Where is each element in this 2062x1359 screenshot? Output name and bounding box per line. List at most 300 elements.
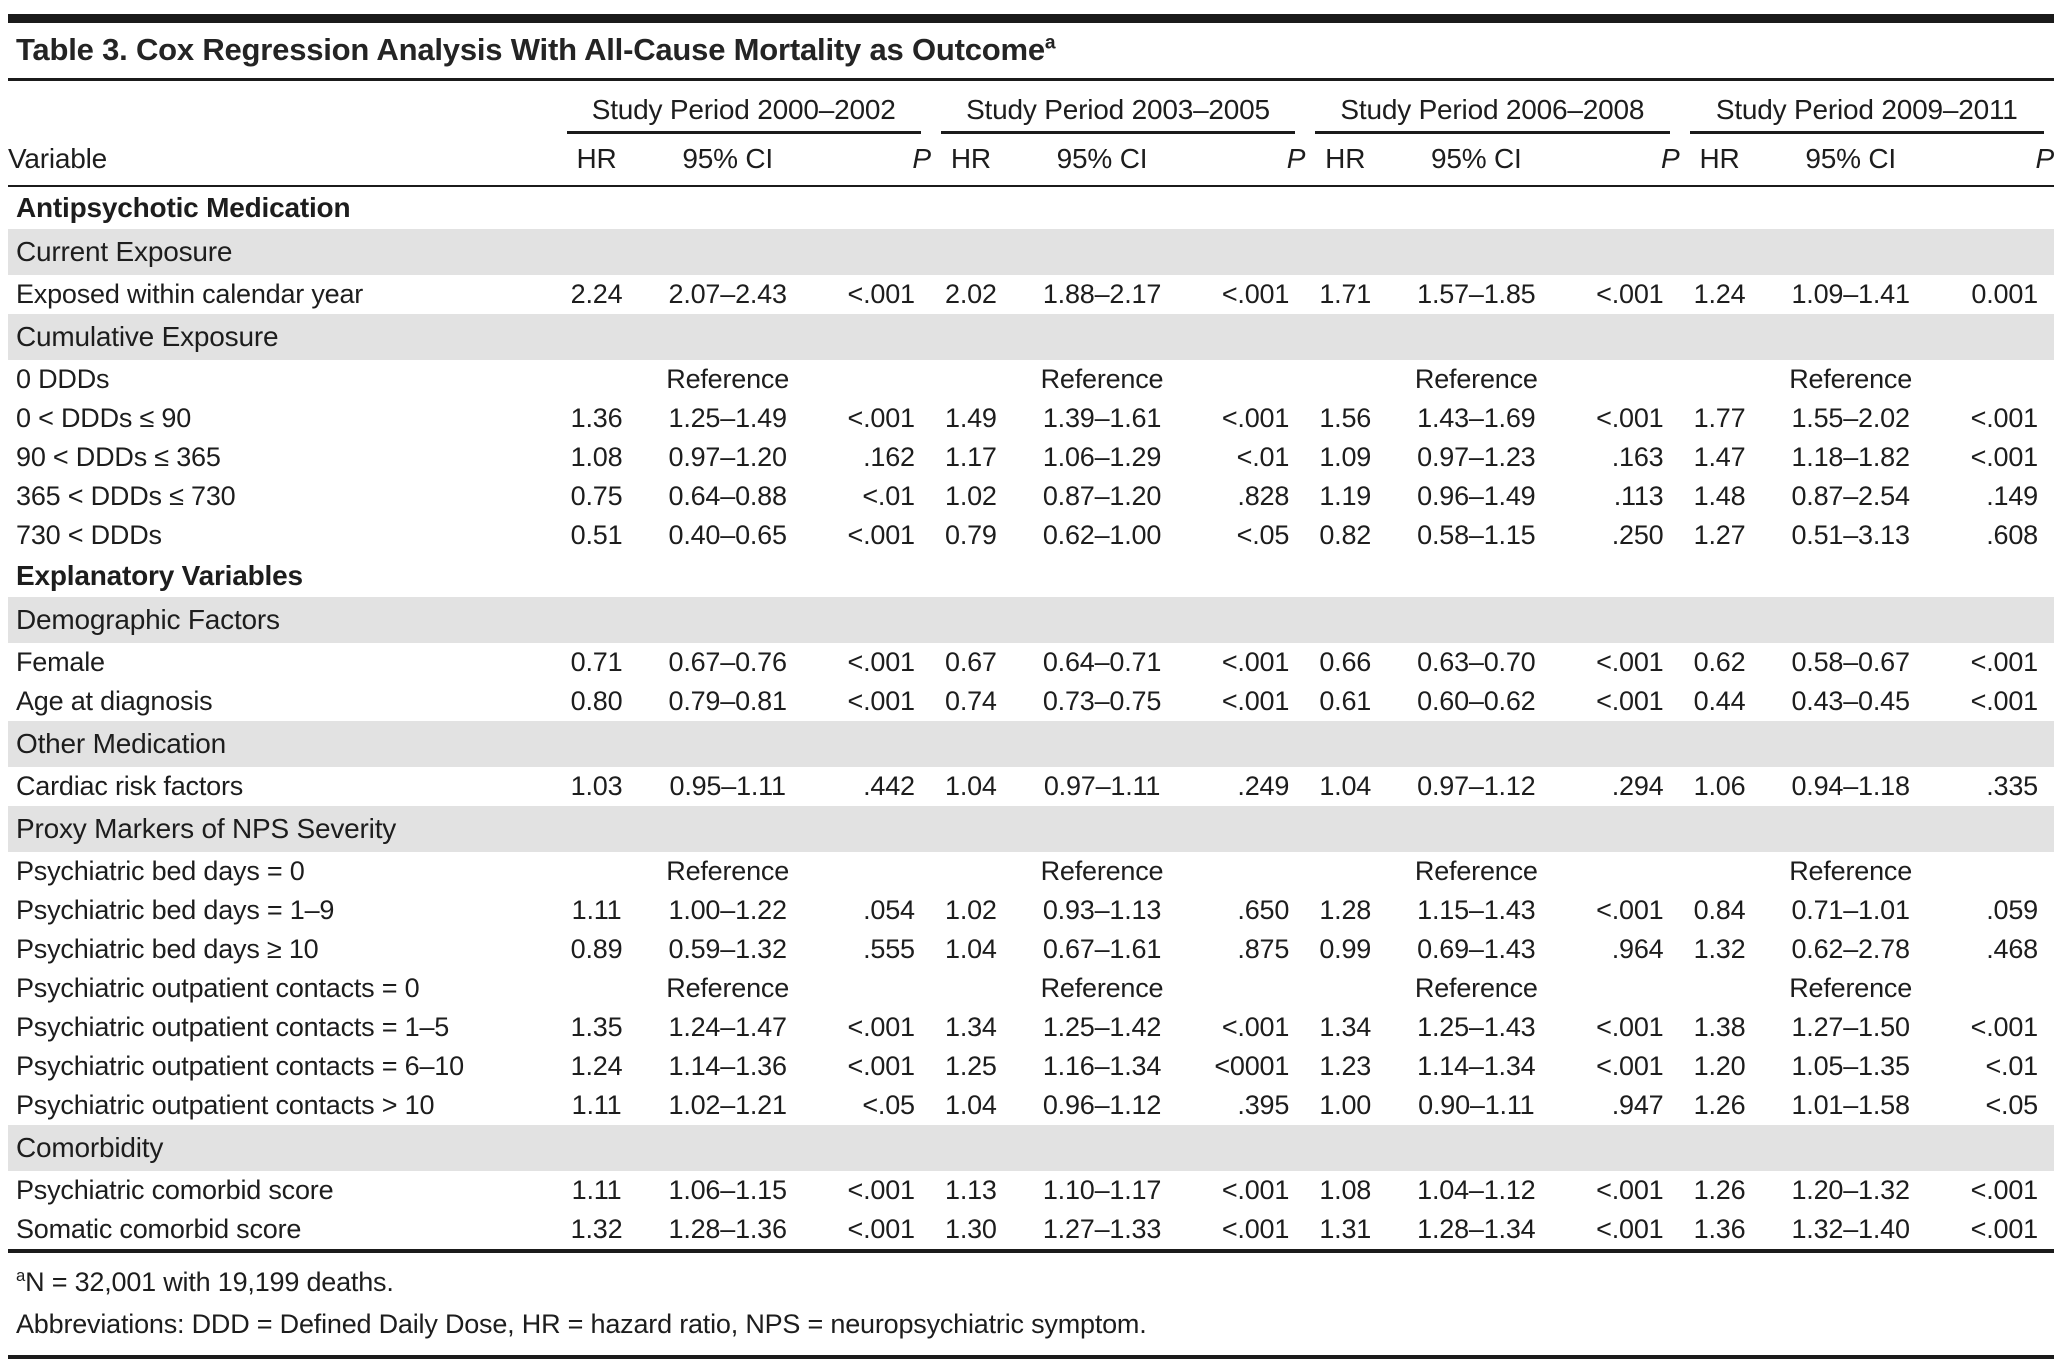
table-row bbox=[8, 1047, 2054, 1086]
p-value: .294 bbox=[1611, 771, 1664, 801]
footnote-marker: a bbox=[16, 1266, 26, 1285]
ci-value: 1.25–1.42 bbox=[1042, 1012, 1162, 1042]
ci-value: 0.87–1.20 bbox=[1042, 481, 1162, 511]
hr-column-header: HR bbox=[931, 134, 1011, 186]
hr-value: 1.11 bbox=[571, 1175, 622, 1205]
variable-column-header: Variable bbox=[8, 134, 557, 186]
ci-value: 0.95–1.11 bbox=[669, 771, 786, 801]
p-value: <.001 bbox=[847, 1012, 915, 1042]
ci-value: 0.94–1.18 bbox=[1791, 771, 1910, 801]
ci-value: 0.71–1.01 bbox=[1791, 895, 1910, 925]
ci-value: Reference bbox=[666, 973, 790, 1003]
row-label: Other Medication bbox=[8, 721, 2054, 767]
ci-value: 0.58–0.67 bbox=[1791, 647, 1910, 677]
p-value: .059 bbox=[1986, 895, 2038, 925]
p-column-header: P bbox=[1193, 134, 1305, 186]
table-row bbox=[8, 438, 2054, 477]
p-value: .162 bbox=[863, 442, 915, 472]
footnotes bbox=[8, 1253, 2054, 1349]
p-value: <.001 bbox=[1221, 403, 1290, 433]
p-value: <.001 bbox=[847, 520, 915, 550]
hr-value: 0.67 bbox=[945, 647, 997, 677]
ci-value: 0.97–1.23 bbox=[1417, 442, 1536, 472]
hr-value bbox=[557, 360, 637, 399]
p-value: <.001 bbox=[1970, 647, 2038, 677]
hr-value: 1.56 bbox=[1319, 403, 1372, 433]
ci-value: 0.62–2.78 bbox=[1791, 934, 1910, 964]
hr-value: 1.04 bbox=[945, 771, 997, 801]
p-column-header: P bbox=[819, 134, 931, 186]
row-label: Cardiac risk factors bbox=[16, 771, 244, 801]
row-label: Antipsychotic Medication bbox=[16, 192, 351, 223]
p-value: <.001 bbox=[1221, 1175, 1290, 1205]
ci-value: Reference bbox=[666, 856, 790, 886]
hr-value: 1.20 bbox=[1693, 1051, 1746, 1081]
p-value: <.001 bbox=[847, 1051, 915, 1081]
hr-value: 2.24 bbox=[570, 279, 623, 309]
table-row bbox=[8, 399, 2054, 438]
period-group-header bbox=[557, 81, 931, 134]
table-row bbox=[8, 1086, 2054, 1125]
p-value: <.001 bbox=[1970, 686, 2038, 716]
subsection-row bbox=[8, 229, 2054, 275]
ci-value: 1.88–2.17 bbox=[1042, 279, 1162, 309]
ci-value: 0.60–0.62 bbox=[1417, 686, 1536, 716]
ci-value: 1.14–1.36 bbox=[668, 1051, 787, 1081]
table-row bbox=[8, 1171, 2054, 1210]
row-label: Psychiatric comorbid score bbox=[16, 1175, 334, 1205]
p-value: <.001 bbox=[1596, 1214, 1664, 1244]
p-value bbox=[1193, 360, 1305, 399]
hr-value: 1.24 bbox=[570, 1051, 623, 1081]
ci-value: 1.15–1.43 bbox=[1417, 895, 1536, 925]
p-value bbox=[1193, 852, 1305, 891]
spacer-cell bbox=[8, 81, 557, 134]
ci-value: 1.01–1.58 bbox=[1791, 1090, 1910, 1120]
hr-value bbox=[1305, 360, 1385, 399]
ci-value: 0.67–0.76 bbox=[668, 647, 787, 677]
row-label: Proxy Markers of NPS Severity bbox=[8, 806, 2054, 852]
p-value: .163 bbox=[1611, 442, 1664, 472]
table-row bbox=[8, 767, 2054, 806]
ci-value: 0.69–1.43 bbox=[1417, 934, 1536, 964]
subsection-row bbox=[8, 806, 2054, 852]
row-label: Demographic Factors bbox=[8, 597, 2054, 643]
ci-value: 1.27–1.33 bbox=[1042, 1214, 1162, 1244]
table-title-text: Table 3. Cox Regression Analysis With All-Cause Mortality as Outcome bbox=[16, 32, 1045, 67]
p-value: .054 bbox=[863, 895, 915, 925]
p-value: <.001 bbox=[1596, 279, 1664, 309]
p-value: <.001 bbox=[1970, 442, 2038, 472]
hr-value bbox=[1305, 969, 1385, 1008]
hr-value: 1.34 bbox=[1319, 1012, 1372, 1042]
row-label: 365 < DDDs ≤ 730 bbox=[16, 481, 236, 511]
p-value: .468 bbox=[1986, 934, 2038, 964]
ci-value: 1.09–1.41 bbox=[1791, 279, 1910, 309]
p-value: <.001 bbox=[847, 1175, 915, 1205]
p-value: <.001 bbox=[847, 686, 915, 716]
hr-value: 0.80 bbox=[570, 686, 623, 716]
column-header-row bbox=[8, 134, 2054, 186]
p-value: .555 bbox=[863, 934, 915, 964]
p-column-header: P bbox=[1567, 134, 1679, 186]
hr-value: 1.26 bbox=[1693, 1175, 1746, 1205]
p-value: <.001 bbox=[1596, 1175, 1664, 1205]
ci-value: 0.62–1.00 bbox=[1042, 520, 1162, 550]
ci-value: 1.06–1.15 bbox=[668, 1175, 787, 1205]
table-row bbox=[8, 643, 2054, 682]
hr-value: 0.71 bbox=[570, 647, 623, 677]
p-value: .650 bbox=[1237, 895, 1290, 925]
hr-column-header: HR bbox=[1680, 134, 1760, 186]
ci-value: Reference bbox=[1789, 973, 1913, 1003]
p-value: .964 bbox=[1611, 934, 1664, 964]
p-value: <.001 bbox=[847, 279, 915, 309]
table-row bbox=[8, 360, 2054, 399]
ci-value: 0.73–0.75 bbox=[1042, 686, 1162, 716]
row-label: 0 < DDDs ≤ 90 bbox=[16, 403, 192, 433]
hr-value: 1.38 bbox=[1693, 1012, 1746, 1042]
p-value: .947 bbox=[1611, 1090, 1664, 1120]
ci-value: Reference bbox=[1040, 856, 1164, 886]
row-label: Cumulative Exposure bbox=[8, 314, 2054, 360]
hr-value: 1.19 bbox=[1319, 481, 1372, 511]
p-value: <.01 bbox=[1985, 1051, 2038, 1081]
hr-value: 1.71 bbox=[1319, 279, 1372, 309]
ci-value: 1.28–1.34 bbox=[1417, 1214, 1536, 1244]
hr-value: 1.08 bbox=[1319, 1175, 1372, 1205]
subsection-row bbox=[8, 721, 2054, 767]
hr-value: 1.23 bbox=[1319, 1051, 1372, 1081]
hr-value: 0.44 bbox=[1693, 686, 1746, 716]
table-row bbox=[8, 1210, 2054, 1249]
ci-value: 1.10–1.17 bbox=[1042, 1175, 1162, 1205]
hr-value: 0.89 bbox=[570, 934, 623, 964]
hr-column-header: HR bbox=[1305, 134, 1385, 186]
ci-value: 1.57–1.85 bbox=[1417, 279, 1536, 309]
row-label: Age at diagnosis bbox=[16, 686, 213, 716]
ci-value: 0.96–1.12 bbox=[1042, 1090, 1162, 1120]
hr-value: 1.24 bbox=[1693, 279, 1746, 309]
row-label: 0 DDDs bbox=[16, 364, 110, 394]
hr-value: 1.06 bbox=[1693, 771, 1746, 801]
row-label: Psychiatric outpatient contacts = 1–5 bbox=[16, 1012, 450, 1042]
ci-value: 1.05–1.35 bbox=[1791, 1051, 1910, 1081]
row-label: Psychiatric bed days = 0 bbox=[16, 856, 305, 886]
hr-value: 0.66 bbox=[1319, 647, 1372, 677]
p-value: <.001 bbox=[1970, 1175, 2038, 1205]
hr-value bbox=[557, 852, 637, 891]
table-row bbox=[8, 477, 2054, 516]
period-group-label: Study Period 2000–2002 bbox=[567, 81, 921, 134]
hr-value: 2.02 bbox=[945, 279, 997, 309]
table-row bbox=[8, 930, 2054, 969]
table-row bbox=[8, 1008, 2054, 1047]
hr-value: 1.31 bbox=[1319, 1214, 1372, 1244]
sample-size-footnote bbox=[16, 1261, 2050, 1303]
hr-value: 1.11 bbox=[571, 1090, 622, 1120]
hr-value: 1.04 bbox=[945, 1090, 997, 1120]
p-value: <.001 bbox=[1221, 1012, 1290, 1042]
hr-value bbox=[1680, 852, 1760, 891]
hr-value bbox=[1680, 360, 1760, 399]
p-value: <.001 bbox=[1596, 647, 1664, 677]
hr-value: 0.84 bbox=[1693, 895, 1746, 925]
ci-value: 0.64–0.88 bbox=[668, 481, 787, 511]
ci-value: Reference bbox=[1040, 364, 1164, 394]
p-value bbox=[1942, 360, 2054, 399]
p-value bbox=[1567, 969, 1679, 1008]
hr-value: 1.47 bbox=[1693, 442, 1746, 472]
ci-value: 0.93–1.13 bbox=[1042, 895, 1162, 925]
hr-value bbox=[931, 852, 1011, 891]
ci-value: 1.00–1.22 bbox=[668, 895, 787, 925]
hr-value: 1.09 bbox=[1319, 442, 1372, 472]
ci-value: 0.58–1.15 bbox=[1417, 520, 1536, 550]
p-value: .113 bbox=[1613, 481, 1664, 511]
p-value bbox=[1942, 969, 2054, 1008]
hr-value: 0.82 bbox=[1319, 520, 1372, 550]
ci-value: 1.20–1.32 bbox=[1791, 1175, 1910, 1205]
table-row bbox=[8, 516, 2054, 555]
row-label: 730 < DDDs bbox=[16, 520, 162, 550]
ci-value: 1.28–1.36 bbox=[668, 1214, 787, 1244]
bottom-rule bbox=[8, 1355, 2054, 1359]
row-label: Somatic comorbid score bbox=[16, 1214, 302, 1244]
hr-value: 0.79 bbox=[945, 520, 997, 550]
p-value: .608 bbox=[1986, 520, 2038, 550]
hr-value bbox=[931, 360, 1011, 399]
hr-value: 1.02 bbox=[945, 895, 997, 925]
ci-value: 2.07–2.43 bbox=[668, 279, 787, 309]
p-value: <.001 bbox=[1970, 403, 2038, 433]
hr-value: 1.36 bbox=[570, 403, 623, 433]
period-group-header bbox=[1305, 81, 1679, 134]
period-group-header bbox=[1680, 81, 2055, 134]
hr-value: 1.17 bbox=[945, 442, 997, 472]
hr-value: 1.49 bbox=[945, 403, 997, 433]
subsection-row bbox=[8, 597, 2054, 643]
top-heavy-rule bbox=[8, 14, 2054, 23]
ci-value: 1.06–1.29 bbox=[1042, 442, 1162, 472]
hr-value: 1.32 bbox=[570, 1214, 623, 1244]
ci-value: 0.97–1.11 bbox=[1043, 771, 1161, 801]
p-value: <.001 bbox=[847, 647, 915, 677]
ci-value: Reference bbox=[1789, 364, 1913, 394]
ci-value: 0.96–1.49 bbox=[1417, 481, 1536, 511]
table-row bbox=[8, 682, 2054, 721]
hr-value: 1.26 bbox=[1693, 1090, 1746, 1120]
hr-value: 1.30 bbox=[945, 1214, 997, 1244]
ci-value: 0.63–0.70 bbox=[1417, 647, 1536, 677]
p-value: <.001 bbox=[1970, 1012, 2038, 1042]
ci-value: 0.67–1.61 bbox=[1042, 934, 1162, 964]
p-value: 0.001 bbox=[1971, 279, 2038, 309]
hr-value: 1.00 bbox=[1319, 1090, 1372, 1120]
row-label: Current Exposure bbox=[8, 229, 2054, 275]
hr-value: 1.36 bbox=[1693, 1214, 1746, 1244]
p-value: <.001 bbox=[1596, 403, 1664, 433]
hr-value: 1.08 bbox=[570, 442, 623, 472]
row-label: Psychiatric outpatient contacts > 10 bbox=[16, 1090, 435, 1120]
hr-value: 1.04 bbox=[1319, 771, 1372, 801]
p-value: .395 bbox=[1237, 1090, 1290, 1120]
ci-value: 1.02–1.21 bbox=[668, 1090, 787, 1120]
p-value: <.001 bbox=[1596, 686, 1664, 716]
period-group-label: Study Period 2003–2005 bbox=[941, 81, 1295, 134]
ci-value: 1.25–1.43 bbox=[1417, 1012, 1536, 1042]
p-value: .828 bbox=[1237, 481, 1290, 511]
hr-value: 1.02 bbox=[945, 481, 997, 511]
hr-value: 0.99 bbox=[1319, 934, 1372, 964]
p-value: <.01 bbox=[1236, 442, 1290, 472]
row-label: Psychiatric bed days = 1–9 bbox=[16, 895, 335, 925]
row-label: Exposed within calendar year bbox=[16, 279, 364, 309]
p-value: <.001 bbox=[1221, 1214, 1290, 1244]
p-value bbox=[819, 852, 931, 891]
sample-size-footnote-text: N = 32,001 with 19,199 deaths. bbox=[25, 1267, 394, 1297]
table-row bbox=[8, 852, 2054, 891]
ci-value: 1.55–2.02 bbox=[1791, 403, 1910, 433]
row-label: Psychiatric outpatient contacts = 6–10 bbox=[16, 1051, 464, 1081]
p-value: <.001 bbox=[1596, 895, 1664, 925]
row-label: Psychiatric outpatient contacts = 0 bbox=[16, 973, 420, 1003]
period-group-header bbox=[931, 81, 1305, 134]
ci-value: 0.97–1.20 bbox=[668, 442, 787, 472]
p-value bbox=[819, 360, 931, 399]
ci-column-header: 95% CI bbox=[1011, 134, 1193, 186]
hr-value: 1.03 bbox=[570, 771, 623, 801]
p-value: <.001 bbox=[1221, 279, 1290, 309]
ci-value: 0.90–1.11 bbox=[1418, 1090, 1535, 1120]
p-value: .335 bbox=[1986, 771, 2038, 801]
p-value: <.001 bbox=[1970, 1214, 2038, 1244]
p-value: <.001 bbox=[847, 403, 915, 433]
hr-value bbox=[931, 969, 1011, 1008]
ci-value: 1.27–1.50 bbox=[1791, 1012, 1910, 1042]
p-value: <.05 bbox=[862, 1090, 915, 1120]
hr-value: 1.28 bbox=[1319, 895, 1372, 925]
ci-column-header: 95% CI bbox=[637, 134, 819, 186]
ci-value: 1.39–1.61 bbox=[1042, 403, 1162, 433]
p-value: <0001 bbox=[1214, 1051, 1290, 1081]
ci-column-header: 95% CI bbox=[1760, 134, 1942, 186]
hr-value: 1.27 bbox=[1693, 520, 1746, 550]
cox-regression-table bbox=[8, 81, 2054, 1249]
p-value bbox=[1567, 852, 1679, 891]
hr-value: 1.11 bbox=[571, 895, 622, 925]
period-group-label: Study Period 2006–2008 bbox=[1315, 81, 1669, 134]
hr-value: 1.04 bbox=[945, 934, 997, 964]
p-value: <.001 bbox=[847, 1214, 915, 1244]
row-label: Psychiatric bed days ≥ 10 bbox=[16, 934, 319, 964]
ci-value: 1.04–1.12 bbox=[1417, 1175, 1536, 1205]
row-label: Comorbidity bbox=[8, 1125, 2054, 1171]
p-value: <.01 bbox=[862, 481, 915, 511]
hr-value: 0.75 bbox=[570, 481, 623, 511]
p-value: <.001 bbox=[1221, 686, 1290, 716]
ci-value: 0.79–0.81 bbox=[668, 686, 787, 716]
hr-value: 0.61 bbox=[1319, 686, 1372, 716]
ci-value: Reference bbox=[1040, 973, 1164, 1003]
ci-value: 0.51–3.13 bbox=[1791, 520, 1910, 550]
ci-value: 0.40–0.65 bbox=[668, 520, 787, 550]
ci-value: 0.59–1.32 bbox=[668, 934, 787, 964]
hr-value: 1.32 bbox=[1693, 934, 1746, 964]
hr-value: 1.34 bbox=[945, 1012, 997, 1042]
p-value bbox=[819, 969, 931, 1008]
ci-value: Reference bbox=[1414, 364, 1538, 394]
ci-value: Reference bbox=[1789, 856, 1913, 886]
section-row bbox=[8, 186, 2054, 229]
ci-value: 1.24–1.47 bbox=[668, 1012, 787, 1042]
section-row bbox=[8, 555, 2054, 597]
row-label: Explanatory Variables bbox=[16, 560, 303, 591]
hr-value: 0.74 bbox=[945, 686, 997, 716]
p-column-header: P bbox=[1942, 134, 2054, 186]
ci-value: 1.43–1.69 bbox=[1417, 403, 1536, 433]
row-label: Female bbox=[16, 647, 105, 677]
hr-value: 0.51 bbox=[570, 520, 623, 550]
abbreviations-footnote: Abbreviations: DDD = Defined Daily Dose, HR = hazard ratio, NPS = neuropsychiatric symptom. bbox=[16, 1309, 1147, 1339]
p-value: .250 bbox=[1611, 520, 1664, 550]
hr-value bbox=[1305, 852, 1385, 891]
subsection-row bbox=[8, 314, 2054, 360]
ci-value: 0.87–2.54 bbox=[1791, 481, 1910, 511]
p-value: <.05 bbox=[1985, 1090, 2038, 1120]
hr-value bbox=[1680, 969, 1760, 1008]
table-title-footnote-marker: a bbox=[1044, 32, 1056, 54]
hr-value: 1.48 bbox=[1693, 481, 1746, 511]
ci-value: 1.16–1.34 bbox=[1042, 1051, 1162, 1081]
ci-value: 1.25–1.49 bbox=[668, 403, 787, 433]
hr-value: 0.62 bbox=[1693, 647, 1746, 677]
ci-value: 0.64–0.71 bbox=[1042, 647, 1162, 677]
hr-column-header: HR bbox=[557, 134, 637, 186]
table-title bbox=[8, 23, 2054, 78]
ci-value: 1.32–1.40 bbox=[1791, 1214, 1910, 1244]
period-group-header-row bbox=[8, 81, 2054, 134]
subsection-row bbox=[8, 1125, 2054, 1171]
hr-value: 1.13 bbox=[945, 1175, 997, 1205]
p-value: .249 bbox=[1237, 771, 1290, 801]
ci-column-header: 95% CI bbox=[1385, 134, 1567, 186]
p-value: <.001 bbox=[1221, 647, 1290, 677]
ci-value: 0.43–0.45 bbox=[1791, 686, 1910, 716]
p-value: .442 bbox=[863, 771, 915, 801]
table-body bbox=[8, 186, 2054, 1249]
p-value bbox=[1193, 969, 1305, 1008]
ci-value: Reference bbox=[666, 364, 790, 394]
p-value: <.001 bbox=[1596, 1051, 1664, 1081]
hr-value: 1.25 bbox=[945, 1051, 997, 1081]
hr-value: 1.35 bbox=[570, 1012, 623, 1042]
p-value bbox=[1567, 360, 1679, 399]
table-row bbox=[8, 891, 2054, 930]
table-row bbox=[8, 275, 2054, 314]
ci-value: Reference bbox=[1414, 973, 1538, 1003]
table-row bbox=[8, 969, 2054, 1008]
ci-value: 1.14–1.34 bbox=[1417, 1051, 1536, 1081]
p-value bbox=[1942, 852, 2054, 891]
p-value: .875 bbox=[1237, 934, 1290, 964]
row-label: 90 < DDDs ≤ 365 bbox=[16, 442, 221, 472]
p-value: <.05 bbox=[1236, 520, 1290, 550]
ci-value: Reference bbox=[1414, 856, 1538, 886]
ci-value: 1.18–1.82 bbox=[1791, 442, 1910, 472]
hr-value bbox=[557, 969, 637, 1008]
ci-value: 0.97–1.12 bbox=[1417, 771, 1536, 801]
